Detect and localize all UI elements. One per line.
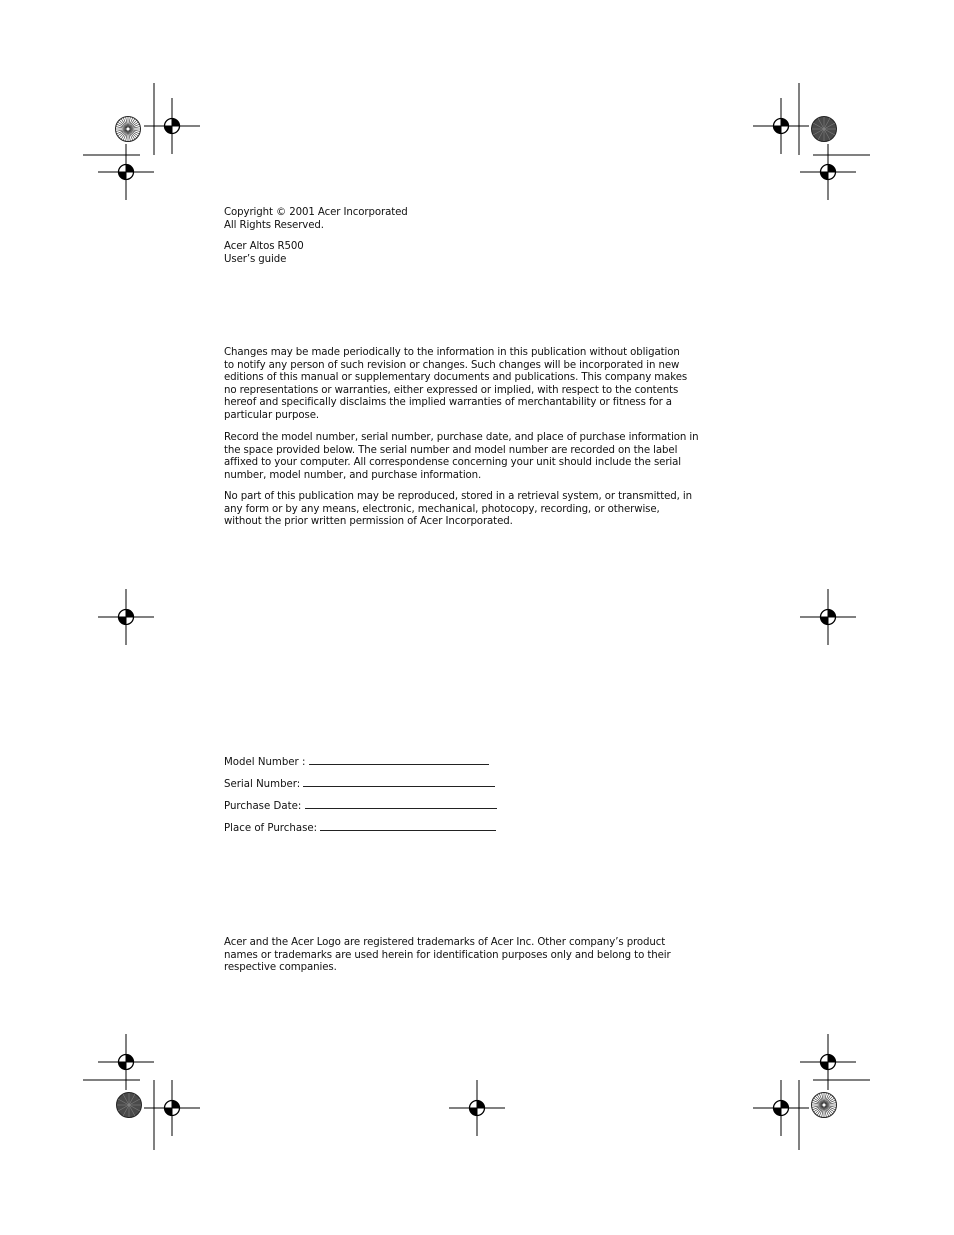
record-paragraph — [224, 432, 699, 482]
place-of-purchase-field — [224, 820, 496, 834]
product-name: Acer Altos R500 — [224, 241, 304, 252]
paragraph-line: the space provided below. The serial number and model number are recorded on the label — [224, 444, 678, 456]
rights-line: All Rights Reserved. — [224, 219, 324, 231]
paragraph-line: names or trademarks are used herein for identification purposes only and belong to their — [224, 949, 671, 961]
field-label: Purchase Date: — [224, 801, 305, 812]
paragraph-line: number, model number, and purchase information. — [224, 469, 482, 481]
model-number-field — [224, 754, 489, 768]
reproduction-paragraph — [224, 491, 692, 529]
document-type: User’s guide — [224, 253, 287, 265]
title-block — [224, 241, 304, 266]
blank-line — [320, 820, 496, 831]
paragraph-line: No part of this publication may be reproduced, stored in a retrieval system, or transmitted, in — [224, 491, 693, 502]
paragraph-line: without the prior written permission of Acer Incorporated. — [224, 516, 513, 528]
paragraph-line: Changes may be made periodically to the information in this publication without obligation — [224, 347, 680, 358]
trademark-paragraph — [224, 937, 671, 975]
paragraph-line: particular purpose. — [224, 409, 320, 421]
field-label: Place of Purchase: — [224, 823, 321, 834]
paragraph-line: Acer and the Acer Logo are registered trademarks of Acer Inc. Other company’s product — [224, 937, 666, 948]
copyright-block — [224, 207, 408, 232]
blank-line — [305, 798, 497, 809]
paragraph-line: any form or by any means, electronic, mechanical, photocopy, recording, or otherwise, — [224, 503, 660, 515]
field-label: Model Number : — [224, 757, 309, 768]
field-label: Serial Number: — [224, 779, 304, 790]
paragraph-line: hereof and specifically disclaims the implied warranties of merchantability or fitness for a — [224, 397, 672, 409]
paragraph-line: editions of this manual or supplementary documents and publications. This company makes — [224, 372, 688, 384]
changes-paragraph — [224, 347, 687, 423]
paragraph-line: respective companies. — [224, 962, 337, 974]
paragraph-line: Record the model number, serial number, purchase date, and place of purchase information in — [224, 432, 699, 443]
blank-line — [309, 754, 489, 765]
blank-line — [303, 776, 495, 787]
paragraph-line: to notify any person of such revision or changes. Such changes will be incorporated in new — [224, 359, 680, 371]
purchase-date-field — [224, 798, 497, 812]
paragraph-line: affixed to your computer. All correspondense concerning your unit should include the serial — [224, 457, 682, 469]
copyright-line: Copyright © 2001 Acer Incorporated — [224, 207, 408, 218]
serial-number-field — [224, 776, 495, 790]
paragraph-line: no representations or warranties, either expressed or implied, with respect to the contents — [224, 384, 679, 396]
